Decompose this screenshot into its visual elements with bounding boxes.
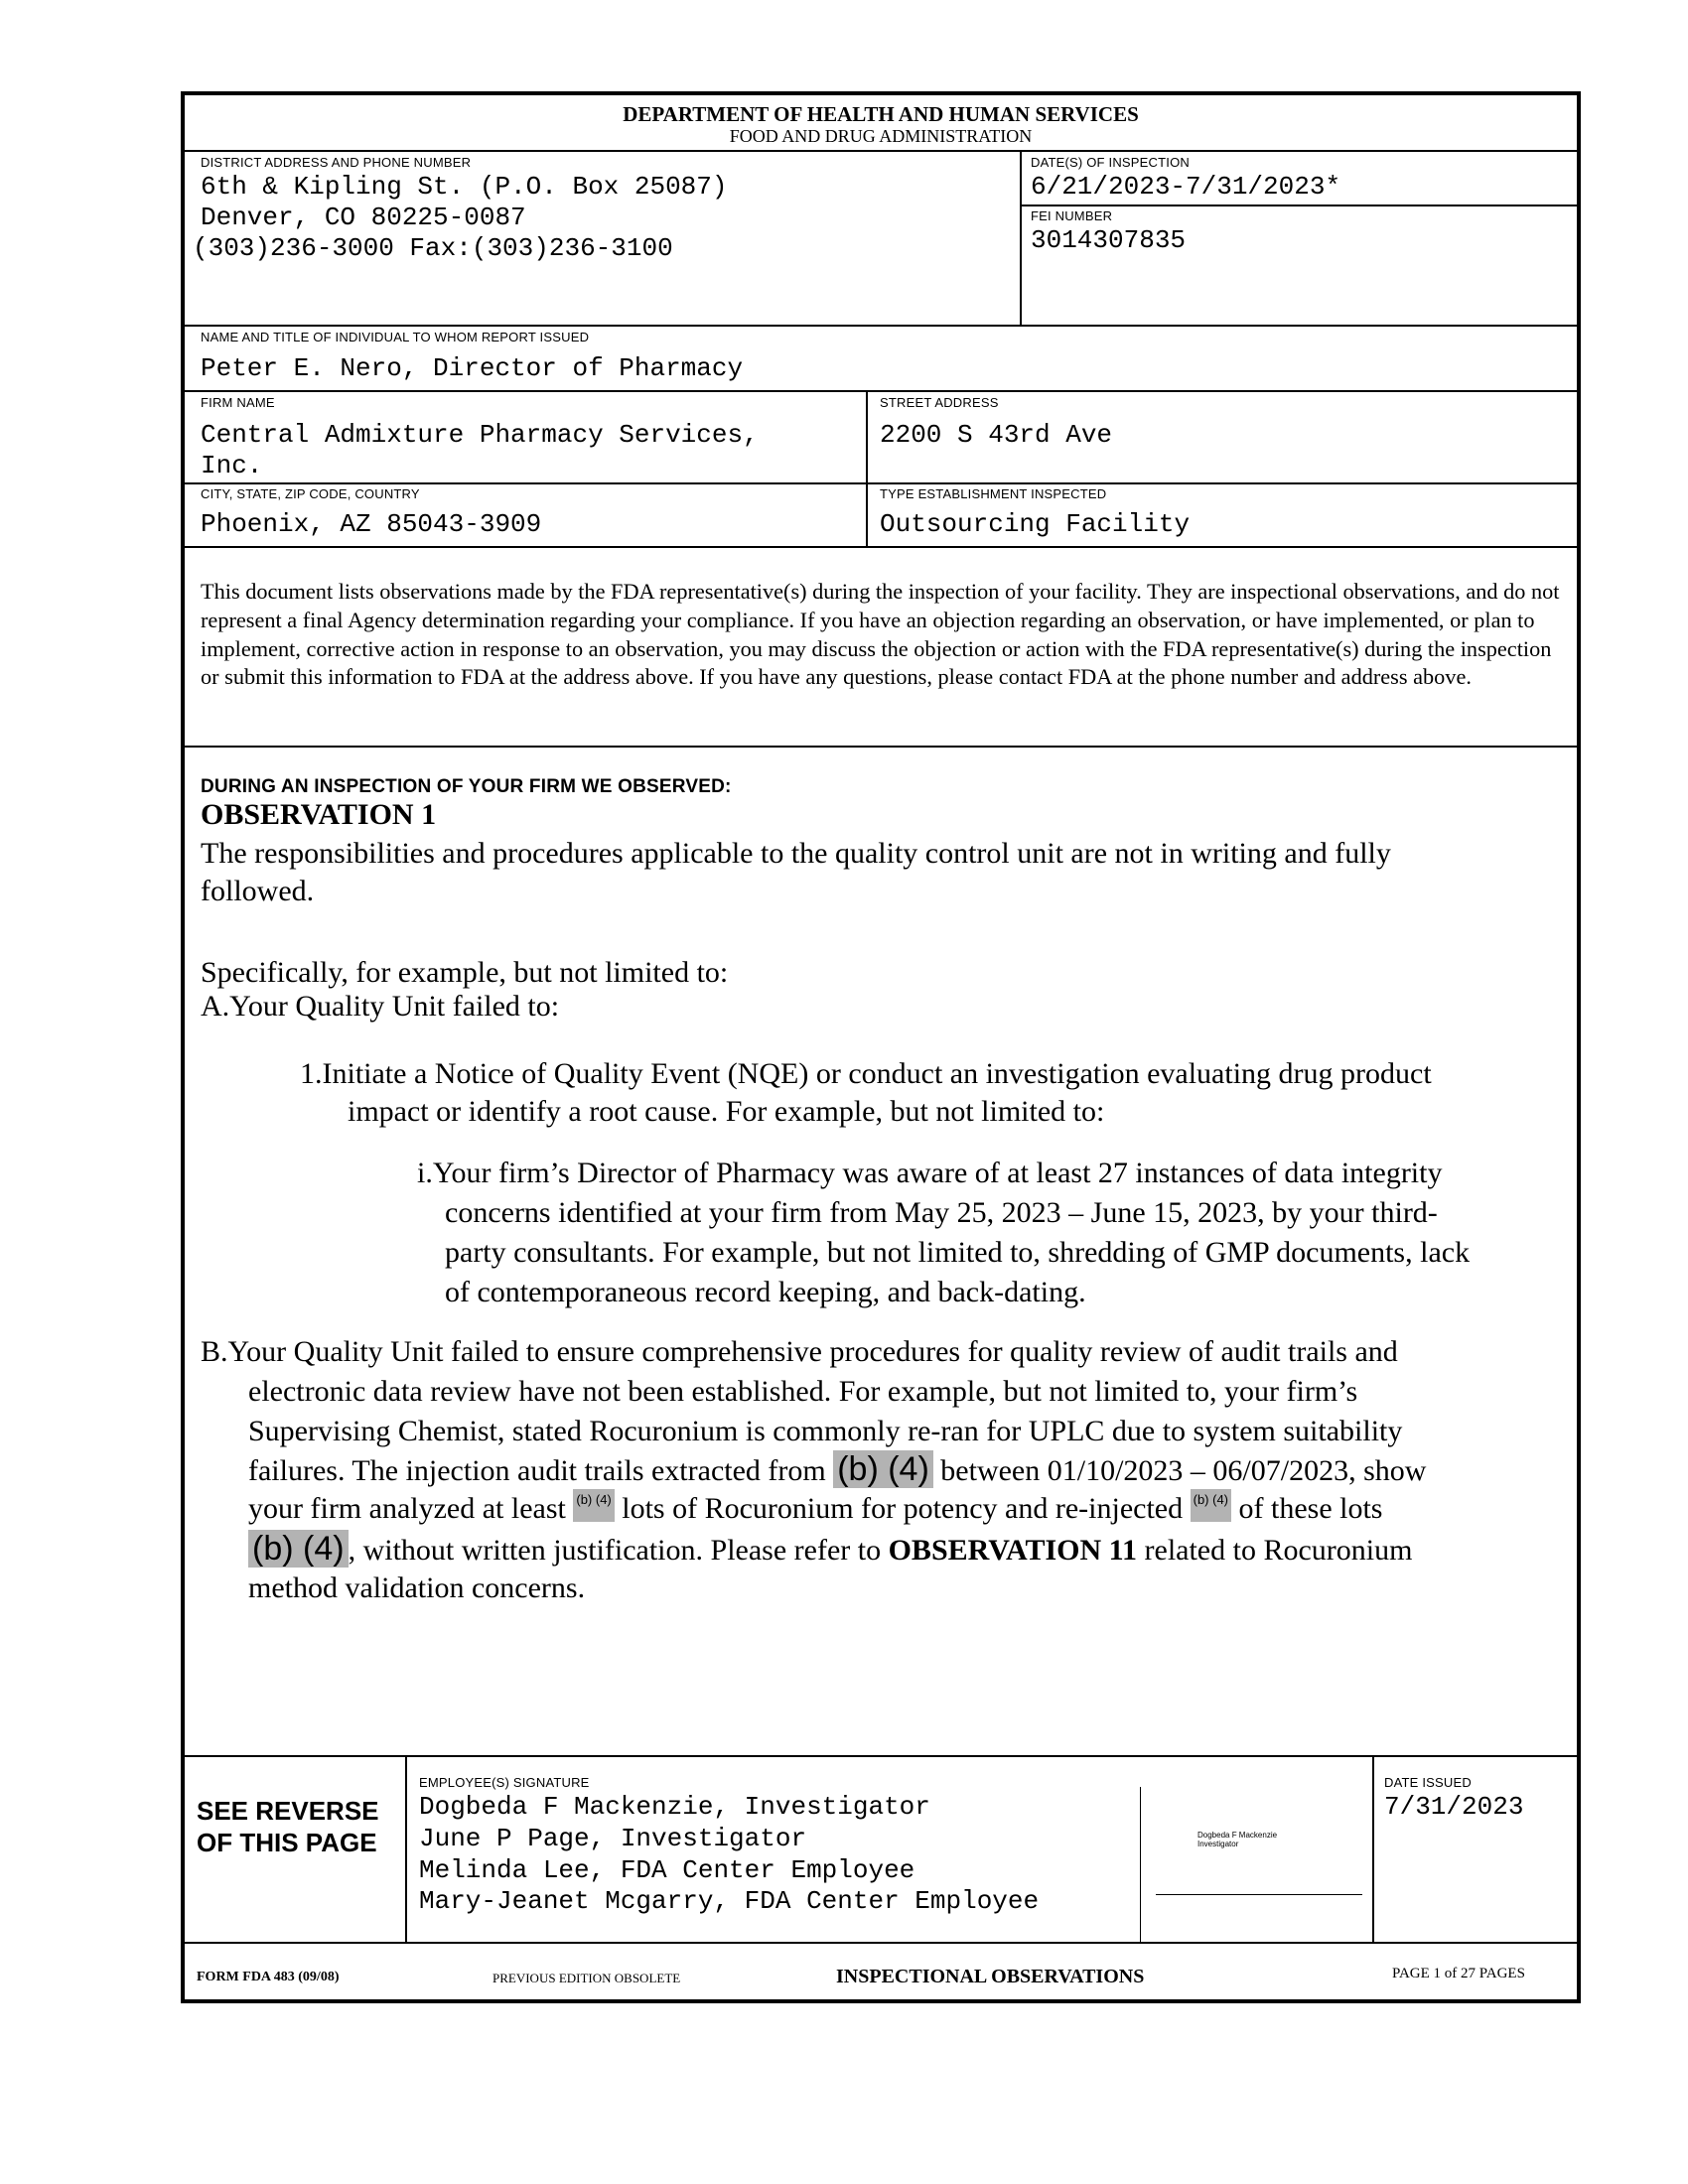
firm-label: FIRM NAME xyxy=(201,395,275,410)
divider xyxy=(185,482,1577,484)
district-line-3: (303)236-3000 Fax:(303)236-3100 xyxy=(193,233,673,263)
department-title: DEPARTMENT OF HEALTH AND HUMAN SERVICES xyxy=(623,102,1139,126)
item-1-line-1: 1.Initiate a Notice of Quality Event (NQE) or conduct an investigation evaluating drug product xyxy=(300,1057,1432,1090)
b-line-6-bold: OBSERVATION 11 xyxy=(888,1534,1138,1567)
b-line-6-text-a: , without written justification. Please refer to xyxy=(348,1534,889,1567)
section-b-line-3: Supervising Chemist, stated Rocuronium is commonly re-ran for UPLC due to system suitability xyxy=(248,1415,1403,1447)
observation-1-line-1: The responsibilities and procedures applicable to the quality control unit are not in writing and fully xyxy=(201,837,1391,870)
section-b-line-6 xyxy=(248,1529,1412,1570)
item-i-line-2: concerns identified at your firm from May 25, 2023 – June 15, 2023, by your third- xyxy=(445,1196,1438,1229)
divider xyxy=(1020,150,1022,325)
city-label: CITY, STATE, ZIP CODE, COUNTRY xyxy=(201,486,420,501)
redaction-box: (b) (4) xyxy=(573,1489,614,1522)
signer-title: Investigator xyxy=(1197,1840,1239,1848)
signer-name: Dogbeda F Mackenzie xyxy=(1197,1831,1278,1840)
date-issued-label: DATE ISSUED xyxy=(1384,1775,1472,1790)
divider xyxy=(185,746,1577,748)
employee-4: Mary-Jeanet Mcgarry, FDA Center Employee xyxy=(419,1886,1040,1916)
section-b-line-2: electronic data review have not been established. For example, but not limited to, your firm’s xyxy=(248,1375,1358,1408)
divider xyxy=(1372,1755,1374,1942)
intro-paragraph: This document lists observations made by the FDA representative(s) during the inspection of your facility. They are inspectional observations, and do not represent a final Agency determination regarding your compliance. If you have an objection regarding an observation, or have implemented, or plan to implement, corrective action in response to an observation, you may discuss the objection or action with the FDA representative(s) during the inspection or submit this information to FDA at the address above. If you have any questions, please contact FDA at the phone number and address above. xyxy=(201,579,1560,690)
fei-label: FEI NUMBER xyxy=(1031,208,1113,223)
inspection-dates-label: DATE(S) OF INSPECTION xyxy=(1031,155,1190,170)
observation-1-title: OBSERVATION 1 xyxy=(201,798,437,831)
item-i-line-3: party consultants. For example, but not limited to, shredding of GMP documents, lack xyxy=(445,1236,1471,1269)
street-value: 2200 S 43rd Ave xyxy=(880,420,1113,450)
section-b-line-4 xyxy=(248,1449,1426,1491)
fei-value: 3014307835 xyxy=(1031,225,1187,255)
city-value: Phoenix, AZ 85043-3909 xyxy=(201,509,542,539)
district-line-2: Denver, CO 80225-0087 xyxy=(201,203,526,232)
signature-box-divider xyxy=(1140,1787,1141,1942)
section-b-line-5 xyxy=(248,1489,1382,1529)
employees-label: EMPLOYEE(S) SIGNATURE xyxy=(419,1775,590,1790)
item-i-line-1: i.Your firm’s Director of Pharmacy was aware of at least 27 instances of data integrity xyxy=(417,1157,1443,1189)
form-number: FORM FDA 483 (09/08) xyxy=(197,1970,340,1984)
specifically-line: Specifically, for example, but not limited to: xyxy=(201,956,729,989)
divider xyxy=(185,1942,1577,1944)
previous-edition: PREVIOUS EDITION OBSOLETE xyxy=(492,1971,681,1985)
b-line-5-text-a: your firm analyzed at least xyxy=(248,1492,574,1525)
recipient-label: NAME AND TITLE OF INDIVIDUAL TO WHOM REPORT ISSUED xyxy=(201,330,590,344)
b-line-6-text-b: related to Rocuronium xyxy=(1137,1534,1413,1567)
redaction-box: (b) (4) xyxy=(248,1530,349,1568)
b-line-5-text-b: lots of Rocuronium for potency and re-injected xyxy=(614,1492,1191,1525)
district-line-1: 6th & Kipling St. (P.O. Box 25087) xyxy=(201,172,728,202)
employee-3: Melinda Lee, FDA Center Employee xyxy=(419,1855,915,1885)
redaction-box: (b) (4) xyxy=(833,1450,933,1488)
observation-1-line-2: followed. xyxy=(201,875,315,907)
observed-heading: DURING AN INSPECTION OF YOUR FIRM WE OBSERVED: xyxy=(201,776,732,797)
recipient-value: Peter E. Nero, Director of Pharmacy xyxy=(201,353,744,383)
divider xyxy=(185,150,1577,152)
see-reverse-line-2: OF THIS PAGE xyxy=(197,1828,377,1857)
divider xyxy=(185,1755,1577,1757)
firm-line-1: Central Admixture Pharmacy Services, xyxy=(201,420,759,450)
b-line-4-text-a: failures. The injection audit trails extracted from xyxy=(248,1454,834,1487)
item-1-line-2: impact or identify a root cause. For example, but not limited to: xyxy=(348,1095,1105,1128)
divider xyxy=(185,325,1577,327)
fda-483-form xyxy=(181,91,1581,2003)
b-line-4-text-b: between 01/10/2023 – 06/07/2023, show xyxy=(932,1454,1427,1487)
divider xyxy=(185,546,1577,548)
divider xyxy=(185,390,1577,392)
form-title: INSPECTIONAL OBSERVATIONS xyxy=(836,1966,1145,1987)
employee-2: June P Page, Investigator xyxy=(419,1824,807,1853)
divider xyxy=(866,390,868,546)
employee-1: Dogbeda F Mackenzie, Investigator xyxy=(419,1792,930,1822)
section-a-heading: A.Your Quality Unit failed to: xyxy=(201,990,560,1023)
b-line-5-text-c: of these lots xyxy=(1231,1492,1383,1525)
establishment-label: TYPE ESTABLISHMENT INSPECTED xyxy=(880,486,1107,501)
inspection-dates-value: 6/21/2023-7/31/2023* xyxy=(1031,172,1341,202)
date-issued-value: 7/31/2023 xyxy=(1384,1792,1524,1822)
divider xyxy=(1020,205,1577,206)
establishment-value: Outsourcing Facility xyxy=(880,509,1191,539)
street-label: STREET ADDRESS xyxy=(880,395,999,410)
section-b-line-7: method validation concerns. xyxy=(248,1571,586,1604)
see-reverse-line-1: SEE REVERSE xyxy=(197,1796,379,1826)
item-i-line-4: of contemporaneous record keeping, and back-dating. xyxy=(445,1276,1086,1308)
section-b-line-1: B.Your Quality Unit failed to ensure comprehensive procedures for quality review of audit trails and xyxy=(201,1335,1398,1368)
district-label: DISTRICT ADDRESS AND PHONE NUMBER xyxy=(201,155,472,170)
signature-line xyxy=(1156,1894,1362,1895)
agency-subtitle: FOOD AND DRUG ADMINISTRATION xyxy=(729,126,1033,146)
page-number: PAGE 1 of 27 PAGES xyxy=(1392,1966,1525,1981)
redaction-box: (b) (4) xyxy=(1191,1489,1231,1522)
divider xyxy=(405,1755,407,1942)
firm-line-2: Inc. xyxy=(201,451,263,480)
